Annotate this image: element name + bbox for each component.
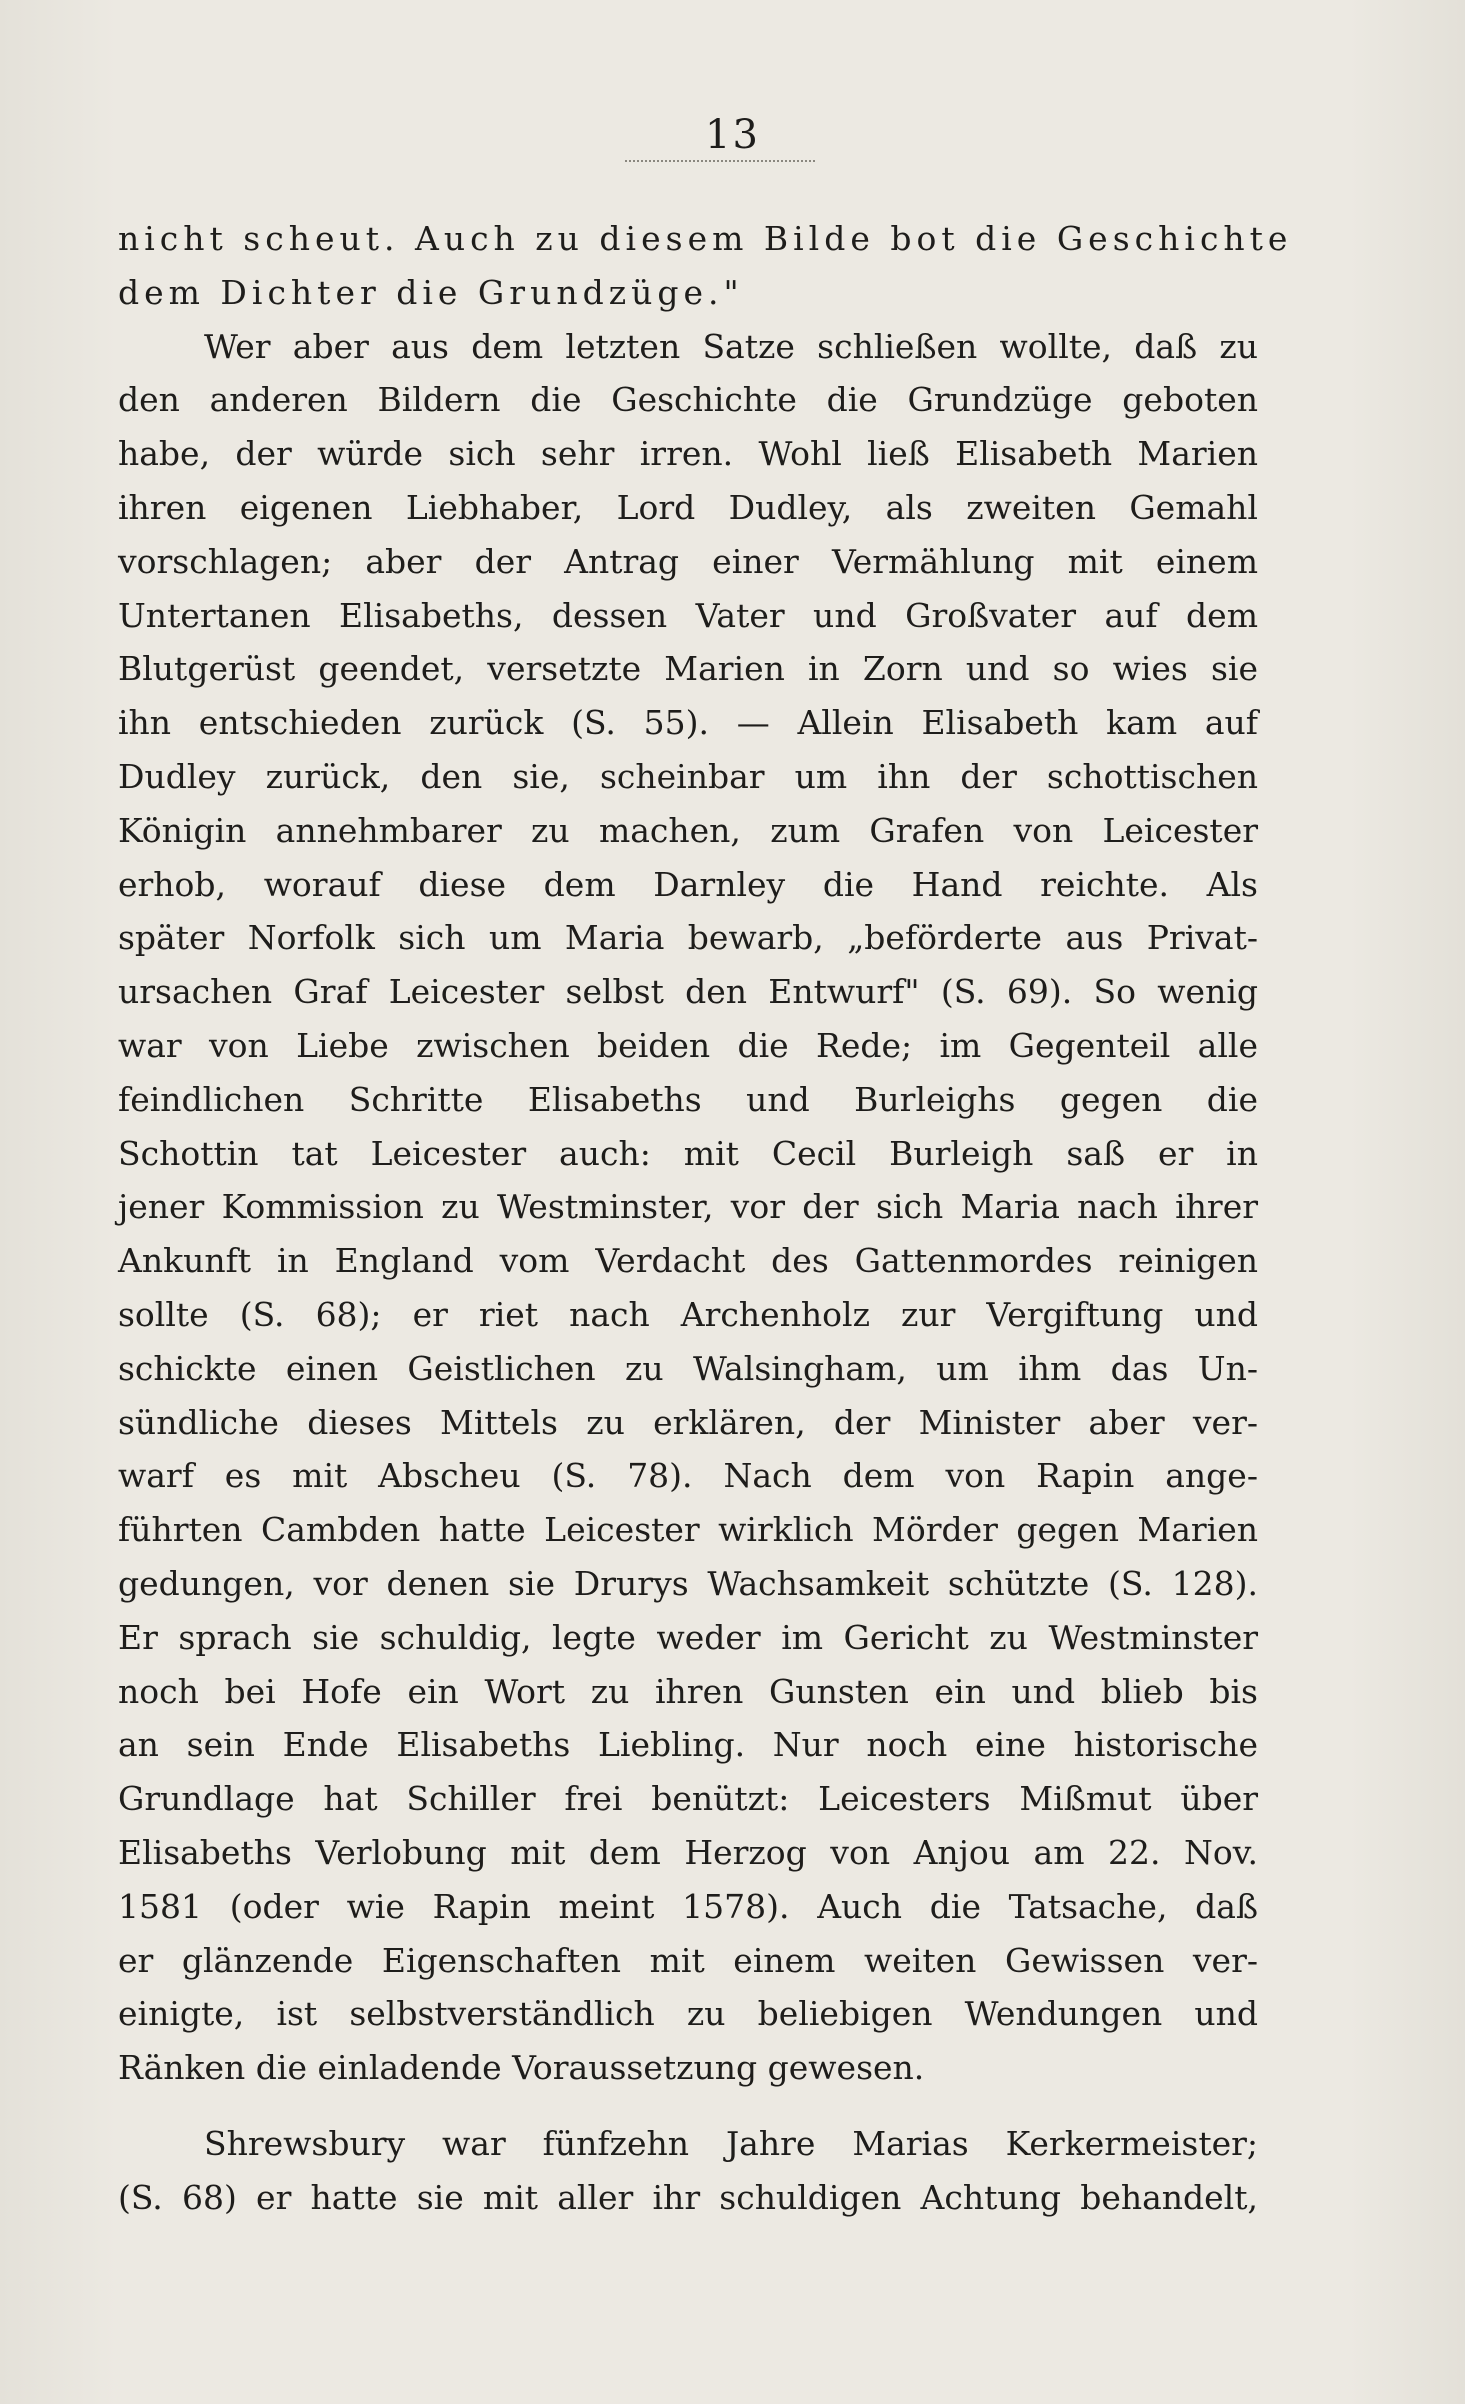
- text-line: Grundlage hat Schiller frei benützt: Leicesters Mißmut über: [118, 1779, 1258, 1819]
- text-line: 1581 (oder wie Rapin meint 1578). Auch die Tatsache, daß: [118, 1886, 1258, 1926]
- text-line: nicht scheut. Auch zu diesem Bilde bot die Geschichte: [118, 219, 1293, 258]
- text-line: Ränken die einladende Voraussetzung gewesen.: [118, 2048, 925, 2088]
- text-line: jener Kommission zu Westminster, vor der sich Maria nach ihrer: [118, 1187, 1258, 1227]
- text-line: Dudley zurück, den sie, scheinbar um ihn der schottischen: [118, 756, 1258, 796]
- text-line: Königin annehmbarer zu machen, zum Grafen von Leicester: [118, 810, 1258, 850]
- text-line: (S. 68) er hatte sie mit aller ihr schuldigen Achtung behandelt,: [118, 2177, 1258, 2217]
- text-line: Schottin tat Leicester auch: mit Cecil Burleigh saß er in: [118, 1133, 1258, 1173]
- page-number-rule: [625, 160, 815, 162]
- text-line: ihren eigenen Liebhaber, Lord Dudley, als zweiten Gemahl: [118, 487, 1258, 527]
- text-line: warf es mit Abscheu (S. 78). Nach dem von Rapin ange-: [118, 1456, 1258, 1496]
- text-line: Er sprach sie schuldig, legte weder im Gericht zu Westminster: [118, 1617, 1258, 1657]
- paragraph-start-line: Shrewsbury war fünfzehn Jahre Marias Kerkermeister;: [204, 2123, 1258, 2163]
- text-line: Blutgerüst geendet, versetzte Marien in Zorn und so wies sie: [118, 649, 1258, 689]
- text-line: gedungen, vor denen sie Drurys Wachsamkeit schützte (S. 128).: [118, 1563, 1258, 1603]
- text-line: dem Dichter die Grundzüge.": [118, 272, 744, 312]
- text-line: erhob, worauf diese dem Darnley die Hand reichte. Als: [118, 864, 1258, 904]
- text-line: später Norfolk sich um Maria bewarb, „beförderte aus Privat-: [118, 918, 1258, 958]
- text-line: ihn entschieden zurück (S. 55). — Allein Elisabeth kam auf: [118, 703, 1258, 743]
- text-line: ursachen Graf Leicester selbst den Entwurf" (S. 69). So wenig: [118, 972, 1258, 1012]
- text-line: noch bei Hofe ein Wort zu ihren Gunsten ein und blieb bis: [118, 1671, 1258, 1711]
- text-line: Elisabeths Verlobung mit dem Herzog von Anjou am 22. Nov.: [118, 1832, 1258, 1872]
- text-line: den anderen Bildern die Geschichte die Grundzüge geboten: [118, 380, 1258, 420]
- text-line: Ankunft in England vom Verdacht des Gattenmordes reinigen: [118, 1241, 1258, 1281]
- text-line: er glänzende Eigenschaften mit einem weiten Gewissen ver-: [118, 1940, 1258, 1980]
- text-line: habe, der würde sich sehr irren. Wohl ließ Elisabeth Marien: [118, 434, 1258, 474]
- text-line: führten Cambden hatte Leicester wirklich Mörder gegen Marien: [118, 1510, 1258, 1550]
- text-line: vorschlagen; aber der Antrag einer Vermählung mit einem: [118, 541, 1258, 581]
- text-line: feindlichen Schritte Elisabeths und Burleighs gegen die: [118, 1079, 1258, 1119]
- text-line: Untertanen Elisabeths, dessen Vater und Großvater auf dem: [118, 595, 1258, 635]
- text-line: schickte einen Geistlichen zu Walsingham, um ihm das Un-: [118, 1348, 1258, 1388]
- text-line: sollte (S. 68); er riet nach Archenholz zur Vergiftung und: [118, 1294, 1258, 1334]
- paragraph-gap: [118, 2095, 1258, 2117]
- page-number: 13: [705, 112, 760, 158]
- text-line: an sein Ende Elisabeths Liebling. Nur noch eine historische: [118, 1725, 1258, 1765]
- text-line: einigte, ist selbstverständlich zu beliebigen Wendungen und: [118, 1994, 1258, 2034]
- text-line: sündliche dieses Mittels zu erklären, der Minister aber ver-: [118, 1402, 1258, 1442]
- paragraph-start-line: Wer aber aus dem letzten Satze schließen wollte, daß zu: [204, 326, 1258, 366]
- body-text: [118, 212, 1293, 2224]
- text-line: war von Liebe zwischen beiden die Rede; im Gegenteil alle: [118, 1025, 1258, 1065]
